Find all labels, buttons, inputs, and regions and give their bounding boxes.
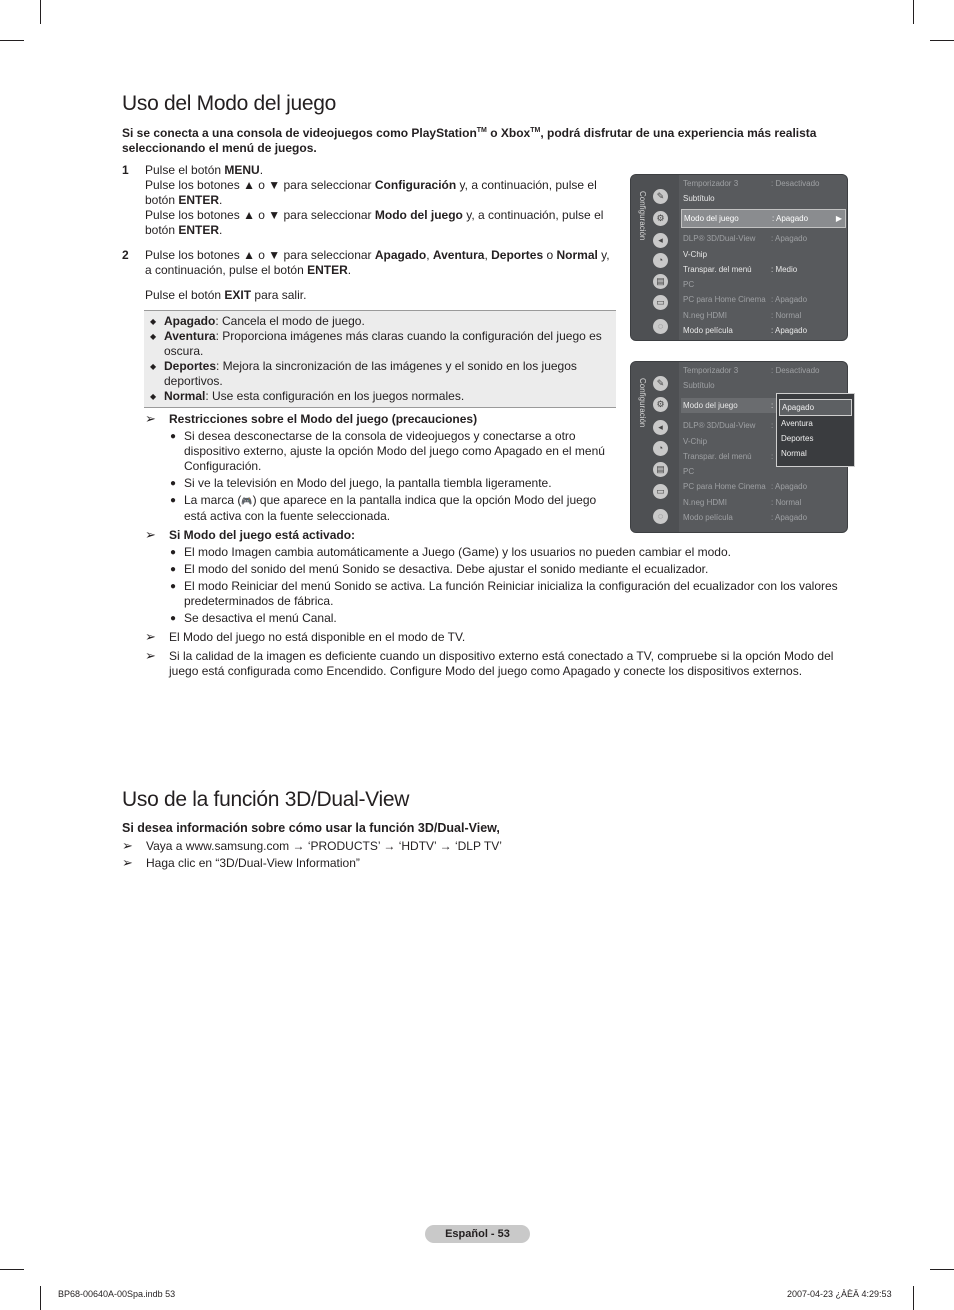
note-text: Si la calidad de la imagen es deficiente cuando un dispositivo externo está conectado a TV, compruebe si la opción Modo del juego está configurada como Encendido. Configure Modo del juego como Apagado y conecte los dispositivos externos. (169, 649, 834, 678)
gear-icon: ⚙ (653, 211, 668, 226)
note-bullet: ● Si ve la televisión en Modo del juego, la pantalla tiembla ligeramente. (170, 476, 552, 490)
support-icon: ◌ (653, 319, 668, 334)
step-number: 2 (122, 248, 129, 262)
channel-icon: ◔ (653, 441, 668, 456)
menu-row[interactable]: N.neg HDMI : Normal (683, 498, 802, 507)
crop-mark (0, 1269, 24, 1270)
game-mode-icon: 🎮 (241, 496, 253, 506)
submenu-arrow-icon: ▶ (835, 214, 842, 223)
note-arrow-icon: ➢ (145, 648, 156, 663)
option-deportes: ◆ Deportes: Mejora la sincronización de las imágenes y el sonido en los juegos deportivos. (150, 359, 577, 388)
note-bullet: ● El modo del sonido del menú Sonido se desactiva. Debe ajustar el sonido mediante el ecualizador. (170, 562, 709, 576)
menu-vertical-title: Configuración (638, 378, 647, 428)
note-bullet: ● Si desea desconectarse de la consola de videojuegos y conectarse a otro dispositivo externo, ajuste la opción Modo del juego como Apagado en el menú Configuración. (170, 429, 605, 473)
step-2-text: Pulse los botones ▲ o ▼ para seleccionar Apagado, Aventura, Deportes o Normal y, a continuación, pulse el botón ENTER. Pulse el botón EXIT para salir. (145, 248, 610, 302)
crop-mark (913, 0, 914, 24)
options-box (144, 310, 616, 408)
intro-text: Si se conecta a una consola de videojuegos como PlayStation™ o Xbox™, podrá disfrutar de una experiencia más realista seleccionando el menú de juegos. (122, 126, 817, 155)
menu-row[interactable]: Transpar. del menú : Medio (683, 265, 798, 274)
section-title-3d-dual-view: Uso de la función 3D/Dual-View (122, 788, 410, 811)
game-mode-dropdown[interactable] (776, 393, 855, 467)
crop-mark (0, 40, 24, 41)
menu-row[interactable]: V-Chip (683, 437, 708, 446)
menu-row[interactable]: V-Chip (683, 250, 708, 259)
picture-icon: ✎ (653, 189, 668, 204)
option-aventura: ◆ Aventura: Proporciona imágenes más claras cuando la configuración del juego es oscura. (150, 329, 602, 358)
note-text: El Modo del juego no está disponible en el modo de TV. (169, 630, 466, 644)
display-icon: ▭ (653, 484, 668, 499)
menu-row[interactable]: Temporizador 3 : Desactivado (683, 366, 820, 375)
note-bullet: ● Se desactiva el menú Canal. (170, 611, 337, 625)
step-1-text: Pulse el botón MENU. Pulse los botones ▲ o ▼ para seleccionar Configuración y, a continuación, pulse el botón ENTER. Pulse los botones ▲ o ▼ para seleccionar Modo del juego y, a continuación, pulse el botón ENTER. (145, 163, 604, 237)
crop-mark (40, 1286, 41, 1310)
crop-mark (913, 1286, 914, 1310)
note-arrow-icon: ➢ (122, 855, 133, 870)
display-icon: ▭ (653, 295, 668, 310)
input-icon: ▤ (653, 462, 668, 477)
option-normal: ◆ Normal: Use esta configuración en los juegos normales. (150, 389, 465, 403)
section-subheading: Si desea información sobre cómo usar la función 3D/Dual-View, (122, 821, 500, 835)
crop-mark (930, 1269, 954, 1270)
crop-mark (40, 0, 41, 24)
menu-vertical-title: Configuración (638, 191, 647, 241)
menu-row[interactable]: Subtítulo (683, 381, 715, 390)
menu-row[interactable]: PC (683, 280, 695, 289)
menu-row-selected[interactable]: Modo del juego : Apagado ▶ (681, 209, 846, 228)
note-bullet: ● El modo Imagen cambia automáticamente a Juego (Game) y los usuarios no pueden cambiar el modo. (170, 545, 731, 559)
sound-icon: ◂ (653, 420, 668, 435)
tv-menu-screenshot-1 (630, 174, 848, 341)
menu-row[interactable]: PC para Home Cinema : Apagado (683, 295, 808, 304)
menu-row[interactable]: Modo película : Apagado (683, 326, 808, 335)
note-heading: Si Modo del juego está activado: (169, 528, 356, 542)
menu-row[interactable]: Subtítulo (683, 194, 715, 203)
instruction-line: Haga clic en “3D/Dual-View Information” (146, 856, 360, 870)
gear-icon: ⚙ (653, 397, 668, 412)
note-arrow-icon: ➢ (145, 629, 156, 644)
footer-file-info: BP68-00640A-00Spa.indb 53 (58, 1289, 176, 1299)
menu-row[interactable]: DLP® 3D/Dual-View : Apagado (683, 234, 808, 243)
dropdown-option-normal[interactable]: Normal (781, 449, 807, 458)
menu-row-selected[interactable]: Modo del juego : (681, 398, 846, 413)
note-heading: Restricciones sobre el Modo del juego (precauciones) (169, 412, 478, 426)
option-apagado: ◆ Apagado: Cancela el modo de juego. (150, 314, 365, 328)
sound-icon: ◂ (653, 233, 668, 248)
menu-row[interactable]: DLP® 3D/Dual-View : (683, 421, 774, 430)
menu-row[interactable]: PC para Home Cinema : Apagado (683, 482, 808, 491)
note-bullet: ● El modo Reiniciar del menú Sonido se activa. La función Reiniciar inicializa la configuración del ecualizador con los valores predeterminados de fábrica. (170, 579, 838, 608)
instruction-line: Vaya a www.samsung.com → ‘PRODUCTS’ → ‘HDTV’ → ‘DLP TV’ (146, 839, 502, 853)
input-icon: ▤ (653, 274, 668, 289)
footer-timestamp: 2007-04-23 ¿ÀÈÄ 4:29:53 (787, 1289, 892, 1299)
menu-row[interactable]: N.neg HDMI : Normal (683, 311, 802, 320)
note-arrow-icon: ➢ (145, 527, 156, 542)
section-title-modo-juego: Uso del Modo del juego (122, 92, 337, 115)
menu-row[interactable]: Modo película : Apagado (683, 513, 808, 522)
dropdown-option-aventura[interactable]: Aventura (781, 419, 813, 428)
note-arrow-icon: ➢ (122, 838, 133, 853)
dropdown-option-deportes[interactable]: Deportes (781, 434, 814, 443)
page-number-badge: Español - 53 (425, 1225, 530, 1243)
dropdown-option-apagado[interactable]: Apagado (779, 399, 852, 416)
note-arrow-icon: ➢ (145, 411, 156, 426)
channel-icon: ◔ (653, 253, 668, 268)
picture-icon: ✎ (653, 376, 668, 391)
tv-menu-screenshot-2 (630, 361, 848, 533)
menu-row[interactable]: Transpar. del menú : (683, 452, 774, 461)
menu-row[interactable]: PC (683, 467, 695, 476)
note-bullet: ● La marca (🎮) que aparece en la pantalla indica que la opción Modo del juego está activa con la fuente seleccionada. (170, 493, 597, 523)
step-number: 1 (122, 163, 129, 177)
crop-mark (930, 40, 954, 41)
support-icon: ◌ (653, 509, 668, 524)
menu-row[interactable]: Temporizador 3 : Desactivado (683, 179, 820, 188)
